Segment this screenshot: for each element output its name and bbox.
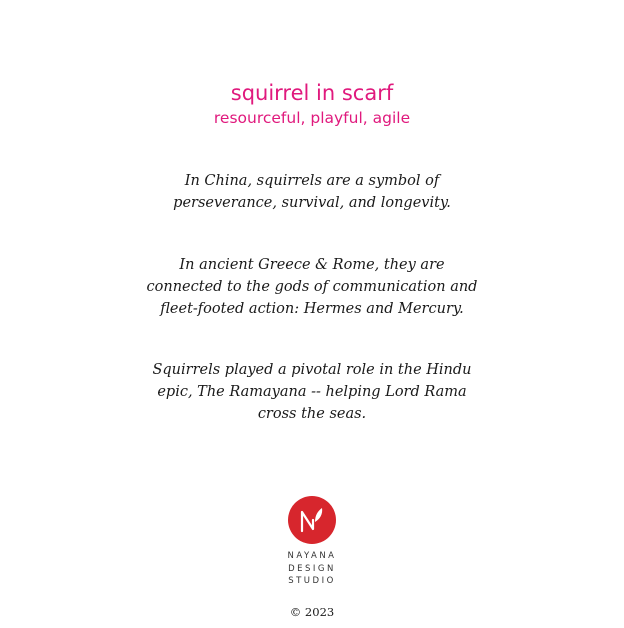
copyright-notice: © 2023	[289, 605, 335, 619]
paragraph-line: fleet-footed action: Hermes and Mercury.	[160, 301, 464, 317]
studio-line: STUDIO	[288, 576, 336, 586]
paragraph-line: In China, squirrels are a symbol of	[184, 173, 440, 189]
card-title: squirrel in scarf	[230, 81, 394, 105]
studio-line: DESIGN	[288, 563, 336, 574]
paragraph-greece-rome	[140, 254, 484, 320]
paragraph-line: Squirrels played a pivotal role in the Hindu	[152, 362, 472, 378]
card-subtitle: resourceful, playful, agile	[213, 109, 411, 127]
paragraph-line: perseverance, survival, and longevity.	[173, 195, 451, 211]
paragraph-ramayana	[140, 359, 484, 425]
studio-name	[0, 550, 624, 588]
paragraph-line: cross the seas.	[257, 406, 367, 422]
paragraph-line: In ancient Greece & Rome, they are	[179, 257, 445, 273]
nayana-n-leaf-logo-icon	[288, 496, 336, 544]
paragraph-china	[140, 170, 484, 214]
studio-line: NAYANA	[287, 551, 337, 561]
paragraph-line: connected to the gods of communication and	[146, 279, 478, 295]
paragraph-line: epic, The Ramayana -- helping Lord Rama	[157, 384, 467, 400]
